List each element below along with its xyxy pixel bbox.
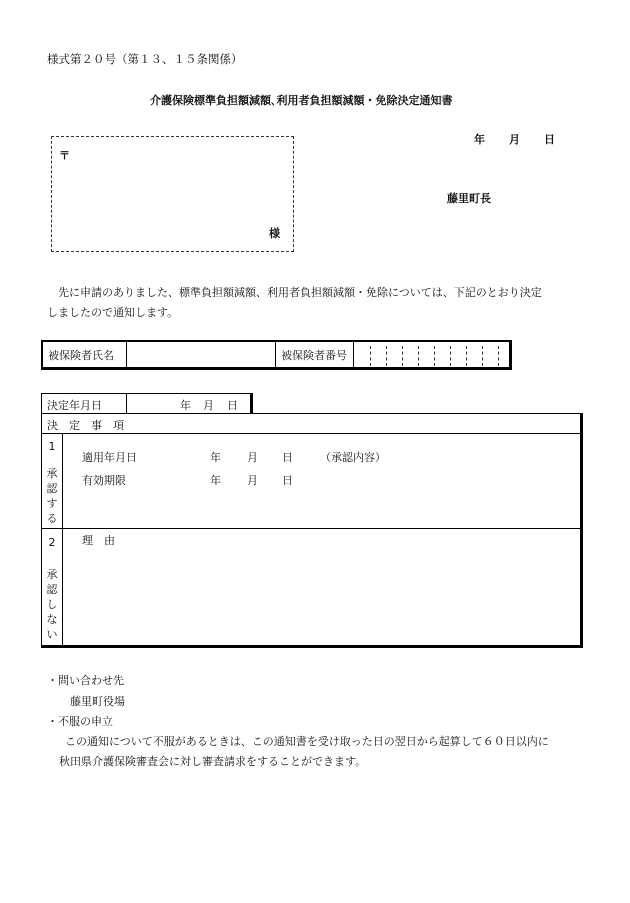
- validity-year: 年: [210, 474, 221, 487]
- decision-year-label: 年: [180, 399, 191, 412]
- reject-char-1: 承: [46, 568, 58, 581]
- decision-date-label: 決定年月日: [47, 399, 102, 412]
- document-title: 介護保険標準負担額減額､利用者負担額減額・免除決定通知書: [150, 94, 453, 107]
- insured-number-label: 被保険者番号: [276, 342, 354, 367]
- recipient-honorific: 様: [269, 227, 280, 240]
- decision-date-row: [41, 393, 253, 414]
- reject-char-4: な: [46, 613, 58, 626]
- reject-char-2: 認: [46, 583, 58, 596]
- insured-table: [41, 340, 512, 370]
- insured-name-label: 被保険者氏名: [43, 342, 127, 367]
- issue-year-label: 年: [474, 133, 485, 146]
- recipient-address-box: [51, 136, 294, 252]
- decision-table: [41, 413, 583, 648]
- issue-month-label: 月: [509, 133, 520, 146]
- approval-content-label: （承認内容）: [320, 451, 386, 464]
- reject-char-5: い: [46, 628, 58, 641]
- apply-month: 月: [247, 451, 258, 464]
- reject-char-3: し: [46, 598, 58, 611]
- decision-header: 決 定 事 項: [47, 419, 124, 432]
- issue-day-label: 日: [544, 133, 555, 146]
- appeal-label: ・不服の申立: [47, 715, 113, 728]
- apply-day: 日: [282, 451, 293, 464]
- contact-office: 藤里町役場: [70, 695, 125, 708]
- apply-year: 年: [210, 451, 221, 464]
- intro-line-1: 先に申請のありました、標準負担額減額、利用者負担額減額・免除については、下記のとおり決定: [58, 286, 542, 299]
- decision-month-label: 月: [203, 399, 214, 412]
- reject-number: 2: [48, 536, 56, 549]
- approve-char-4: る: [46, 512, 58, 525]
- postal-mark: 〒: [59, 149, 70, 162]
- approve-char-1: 承: [46, 467, 58, 480]
- validity-day: 日: [282, 474, 293, 487]
- validity-month: 月: [247, 474, 258, 487]
- insured-name-field[interactable]: [127, 342, 276, 367]
- form-number: 様式第２０号（第１３、１５条関係）: [47, 52, 243, 66]
- contact-label: ・問い合わせ先: [47, 674, 124, 687]
- appeal-text-line-2: 秋田県介護保険審査会に対し審査請求をすることができます。: [59, 755, 367, 768]
- approve-char-2: 認: [46, 482, 58, 495]
- issuer: 藤里町長: [447, 192, 491, 205]
- intro-line-2: しましたので通知します。: [47, 306, 179, 319]
- appeal-text-line-1: この通知について不服があるときは、この通知書を受け取った日の翌日から起算して６０日以内に: [65, 735, 549, 748]
- validity-label: 有効期限: [82, 474, 126, 487]
- approve-number: 1: [48, 440, 56, 453]
- insured-number-field[interactable]: [354, 342, 510, 367]
- approve-char-3: す: [46, 497, 58, 510]
- apply-date-label: 適用年月日: [82, 451, 137, 464]
- decision-day-label: 日: [227, 399, 238, 412]
- reason-label: 理 由: [82, 534, 115, 547]
